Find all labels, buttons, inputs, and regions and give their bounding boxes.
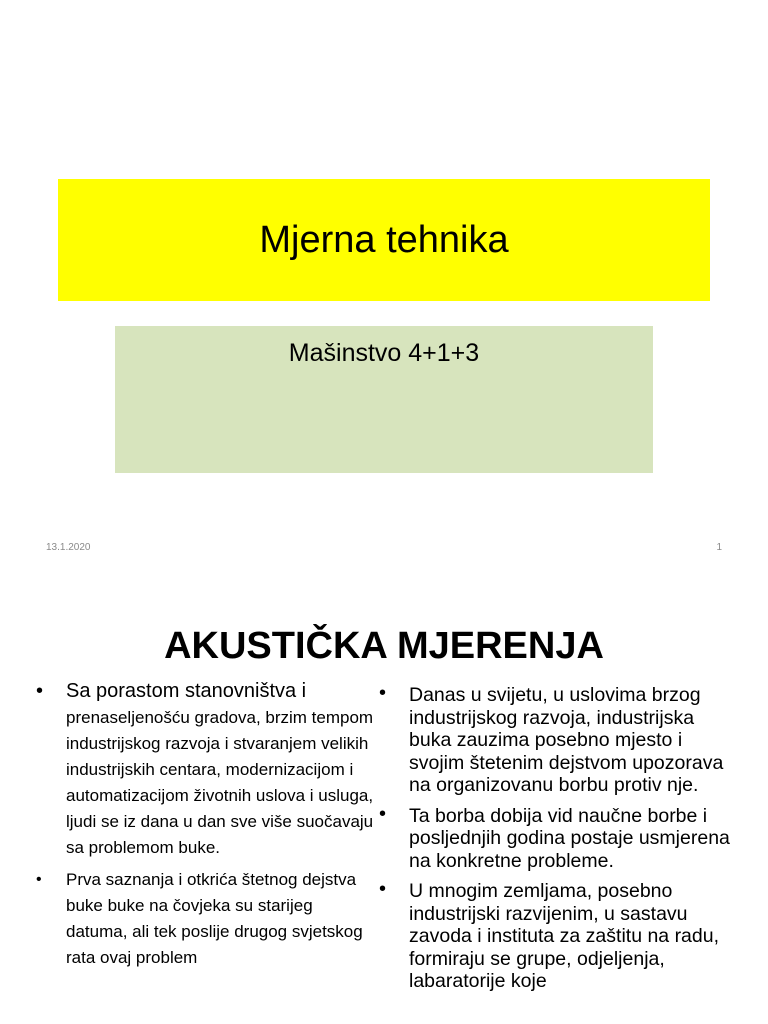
slide-subtitle: Mašinstvo 4+1+3	[288, 339, 480, 367]
slide-date: 13.1.2020	[46, 542, 91, 553]
list-item	[375, 684, 735, 797]
bullet-text: Ta borba dobija vid naučne borbe i posljednjih godina postaje usmjerena na konkretne probleme.	[409, 804, 730, 872]
bullet-text: Prva saznanja i otkrića štetnog dejstva buke buke na čovjeka su starijeg datuma, ali tek poslije drugog svjetskog rata ovaj problem	[66, 870, 363, 967]
bullet-text: U mnogim zemljama, posebno industrijski razvijenim, u sastavu zavoda i instituta za zaštitu na radu, formiraju se grupe, odjeljenja, labaratorije koje	[409, 880, 720, 992]
content-slide	[0, 576, 768, 1024]
list-item	[32, 678, 377, 861]
bullet-icon: •	[379, 878, 387, 900]
bullet-icon: •	[379, 682, 387, 704]
list-item	[32, 867, 377, 971]
bullet-icon: •	[36, 680, 44, 702]
list-item	[375, 802, 735, 873]
slide-title: Mjerna tehnika	[259, 219, 509, 261]
right-bullet-list	[375, 684, 735, 1001]
bullet-text: Danas u svijetu, u uslovima brzog industrijskog razvoja, industrijska buka zauzima posebno mjesto i svojim štetenim dejstvom upozorava na organizovanu borbu protiv nje.	[409, 684, 724, 796]
content-slide-title: AKUSTIČKA MJERENJA	[164, 625, 604, 667]
bullet-lead-text: Sa porastom stanovništva i	[66, 680, 307, 702]
left-bullet-list	[32, 678, 377, 977]
bullet-icon: •	[379, 802, 387, 825]
bullet-text: prenaseljenošću gradova, brzim tempom industrijskog razvoja i stvaranjem velikih industrijskih centara, modernizacijom i automatizacijom životnih uslova i usluga, ljudi se iz dana u dan sve više suočavaju sa problemom buke.	[66, 708, 374, 857]
slide-page-number: 1	[716, 542, 722, 553]
list-item	[375, 880, 735, 993]
bullet-icon: •	[36, 871, 42, 888]
